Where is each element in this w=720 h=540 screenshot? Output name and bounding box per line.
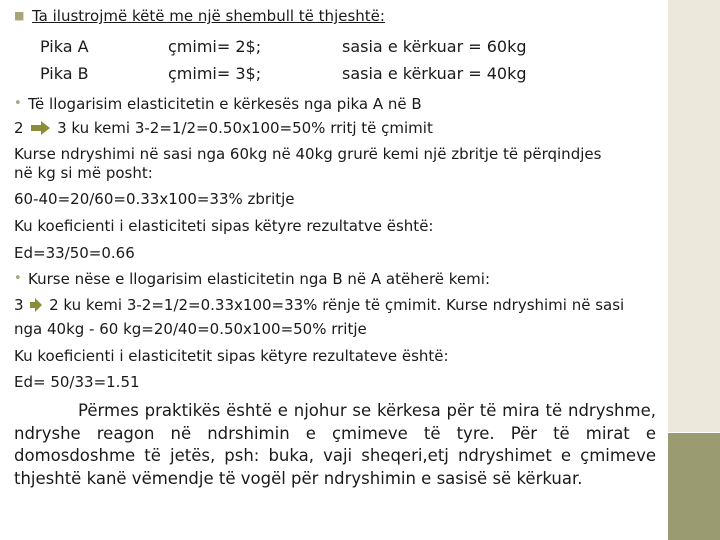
- point-b-label: Pika B: [40, 64, 89, 83]
- bullet1-line7: Ed=33/50=0.66: [14, 244, 135, 262]
- dot-bullet-icon: •: [14, 271, 22, 286]
- slide-content: [14, 0, 662, 540]
- intro-text: Ta ilustrojmë këtë me një shembull të thjeshtë:: [32, 7, 385, 25]
- decorative-divider: [668, 432, 720, 433]
- arrow-from-value: 2: [14, 119, 24, 137]
- point-a-qty: sasia e kërkuar = 60kg: [342, 37, 527, 56]
- right-arrow-icon: [29, 297, 43, 313]
- bullet1-arrow-line: [14, 118, 433, 138]
- bullet2-arrow-line: [14, 295, 624, 315]
- bullet1-line5: 60-40=20/60=0.33x100=33% zbritje: [14, 190, 295, 208]
- bullet1-line4: në kg si më posht:: [14, 164, 153, 182]
- point-a-price: çmimi= 2$;: [168, 37, 262, 56]
- arrow-line-text: 2 ku kemi 3-2=1/2=0.33x100=33% rënje të çmimit. Kurse ndryshimi në sasi: [49, 296, 625, 314]
- bullet1-text: Të llogarisim elasticitetin e kërkesës nga pika A në B: [28, 95, 422, 113]
- conclusion-paragraph: Përmes praktikës është e njohur se kërkesa për të mira të ndryshme, ndryshe reagon në ndrshimin e çmimeve të tyre. Për të mirat e domosdoshme të jetës, psh: buka, vaji sheqeri,etj ndryshimet e çmimeve thjeshtë kanë vëmendje të vogël për ndryshimin e sasisë së kërkuar.: [14, 401, 656, 488]
- bullet1-line6: Ku koeficienti i elasticiteti sipas këtyre rezultatve është:: [14, 217, 434, 235]
- bullet2-text: Kurse nëse e llogarisim elasticitetin nga B në A atëherë kemi:: [28, 270, 491, 288]
- bullet2-line3: nga 40kg - 60 kg=20/40=0.50x100=50% rritje: [14, 320, 367, 338]
- point-b-price: çmimi= 3$;: [168, 64, 262, 83]
- bullet2-line5: Ed= 50/33=1.51: [14, 373, 140, 391]
- decorative-sidebar-block: [668, 432, 720, 540]
- point-b-qty: sasia e kërkuar = 40kg: [342, 64, 527, 83]
- dot-bullet-icon: •: [14, 96, 22, 111]
- square-bullet-icon: ■: [14, 9, 25, 22]
- right-arrow-icon: [29, 120, 51, 136]
- arrow-line-text: 3 ku kemi 3-2=1/2=0.50x100=50% rritj të çmimit: [57, 119, 433, 137]
- bullet1-line3: Kurse ndryshimi në sasi nga 60kg në 40kg grurë kemi një zbritje të përqindjes: [14, 145, 602, 163]
- bullet2-line4: Ku koeficienti i elasticitetit sipas këtyre rezultateve është:: [14, 347, 449, 365]
- point-a-label: Pika A: [40, 37, 89, 56]
- arrow-from-value: 3: [14, 296, 24, 314]
